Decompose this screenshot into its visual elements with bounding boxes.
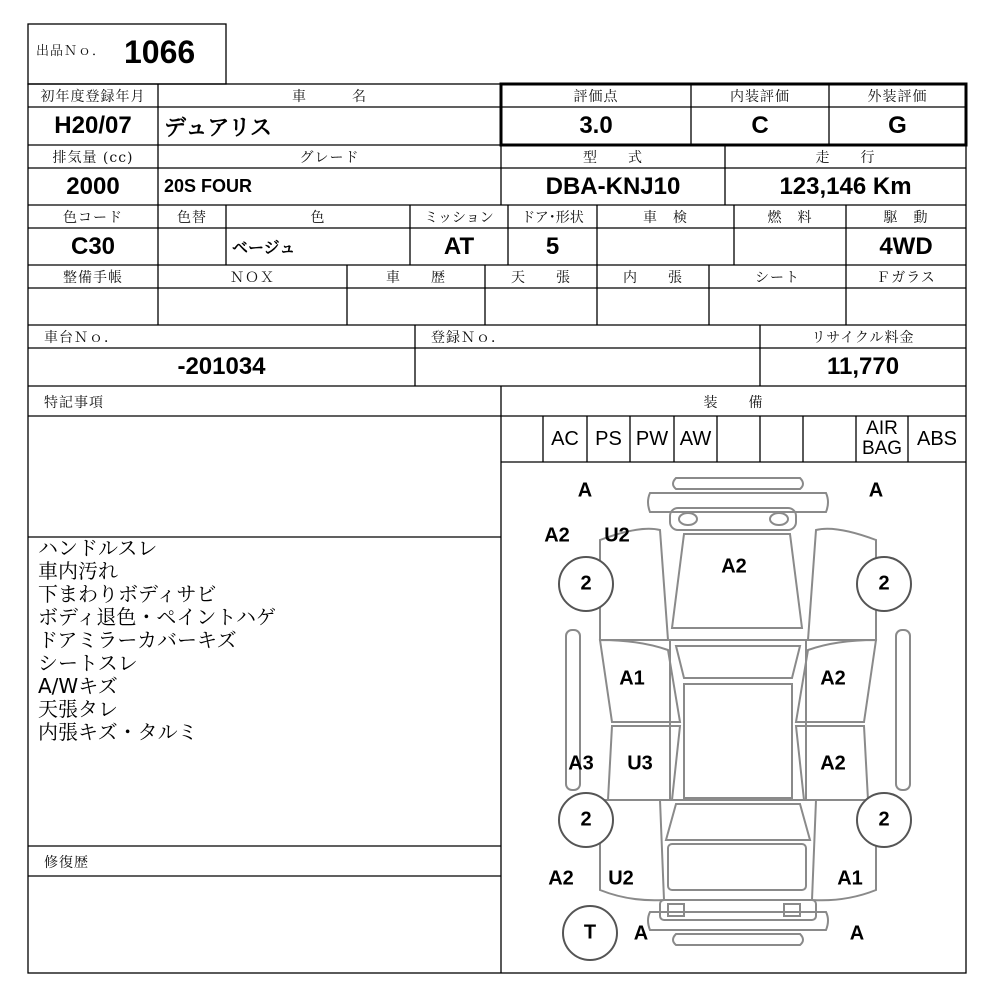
equipment-item-ac: AC	[551, 427, 579, 450]
color-code-value: C30	[70, 232, 116, 260]
remark-item: シートスレ	[38, 651, 138, 675]
car-name-value: デュアリス	[164, 115, 273, 141]
recycle-label: リサイクル料金	[811, 329, 915, 346]
drive-label: 駆 動	[883, 209, 929, 226]
exterior-label: 外装評価	[867, 88, 928, 105]
glass-label: Ｆガラス	[876, 269, 936, 286]
equipment-item-airbag: AIR BAG	[861, 418, 903, 459]
model-value: DBA-KNJ10	[545, 172, 681, 200]
mark-rear-left-quarter-2: U2	[608, 867, 634, 890]
mark-rear-right-corner: A	[849, 922, 865, 945]
interior-label: 内装評価	[730, 88, 790, 105]
equipment-item-pw: PW	[635, 427, 669, 450]
mission-label: ミッション	[424, 209, 494, 226]
mark-spare-tire: T	[583, 921, 597, 944]
maintenance-label: 整備手帳	[63, 269, 123, 286]
mark-front-right-corner: A	[868, 479, 884, 502]
remark-item: 内張キズ・タルミ	[38, 720, 198, 744]
registration-label: 登録Ｎｏ．	[431, 329, 506, 346]
mark-tire-fl: 2	[580, 572, 592, 595]
recycle-value: 11,770	[826, 353, 900, 380]
car-name-label: 車 名	[292, 88, 367, 105]
mark-hood: A2	[721, 555, 747, 578]
score-label: 評価点	[573, 88, 619, 105]
displacement-value: 2000	[66, 172, 120, 200]
mark-rear-left-corner: A	[633, 922, 649, 945]
displacement-label: 排気量 (cc)	[52, 149, 134, 166]
exterior-value: G	[888, 112, 907, 139]
color-code-label: 色コード	[63, 209, 123, 226]
grade-value: 20S FOUR	[164, 176, 253, 196]
mark-right-front-door: A2	[820, 667, 846, 690]
remark-item: 下まわりボディサビ	[38, 582, 217, 606]
chassis-value: -201034	[177, 353, 266, 380]
remark-item: 天張タレ	[38, 697, 118, 721]
mark-rear-left-quarter: A2	[548, 867, 574, 890]
inspection-label: 車 検	[643, 209, 688, 226]
first-reg-label: 初年度登録年月	[40, 88, 146, 105]
doors-label: ドア･形状	[521, 209, 584, 226]
history-label: 車 歴	[386, 269, 446, 286]
repaint-label: 色替	[177, 209, 207, 226]
mileage-value: 123,146 Km	[779, 172, 912, 200]
equipment-label: 装 備	[703, 395, 764, 411]
grade-label: グレード	[299, 149, 360, 166]
first-reg-value: H20/07	[54, 112, 132, 139]
equipment-item-aw: AW	[679, 427, 712, 450]
remark-item: ボディ退色・ペイントハゲ	[38, 605, 276, 629]
drive-value: 4WD	[879, 232, 933, 260]
interior-trim-label: 内 張	[623, 269, 683, 286]
mark-tire-fr: 2	[878, 572, 890, 595]
lot-number: 1066	[124, 33, 196, 70]
doors-value: 5	[545, 232, 560, 260]
mileage-label: 走 行	[815, 149, 876, 166]
fuel-label: 燃 料	[767, 209, 813, 226]
mark-left-rear-door: A3	[568, 752, 594, 775]
mark-tire-rl: 2	[580, 808, 592, 831]
remark-item: A/Wキズ	[38, 674, 118, 698]
remark-item: 車内汚れ	[38, 559, 118, 583]
lot-label: 出品Ｎｏ．	[36, 43, 107, 59]
nox-label: ＮＯＸ	[230, 269, 275, 286]
equipment-item-abs: ABS	[916, 427, 958, 450]
mark-front-left-corner: A	[577, 479, 593, 502]
color-value: ベージュ	[232, 238, 296, 257]
mark-rear-right-quarter: A1	[837, 867, 863, 890]
remark-item: ハンドルスレ	[38, 536, 158, 560]
ceiling-label: 天 張	[511, 269, 571, 286]
mark-left-front-door: A1	[619, 667, 645, 690]
remark-item: ドアミラーカバーキズ	[38, 628, 237, 652]
mark-left-rear-door-2: U3	[627, 752, 653, 775]
color-label: 色	[310, 209, 326, 226]
mark-front-left-fender-2: U2	[604, 524, 630, 547]
remarks-label: 特記事項	[44, 395, 104, 411]
mark-tire-rr: 2	[878, 808, 890, 831]
chassis-label: 車台Ｎｏ．	[44, 329, 119, 346]
mark-right-rear-door: A2	[820, 752, 846, 775]
mark-front-left-fender: A2	[544, 524, 570, 547]
model-label: 型 式	[583, 149, 643, 166]
repair-label: 修復歴	[44, 855, 89, 871]
seat-label: シート	[755, 269, 800, 286]
mission-value: AT	[443, 232, 475, 260]
equipment-item-ps: PS	[595, 427, 622, 450]
score-value: 3.0	[579, 112, 613, 139]
interior-value: C	[751, 112, 769, 139]
